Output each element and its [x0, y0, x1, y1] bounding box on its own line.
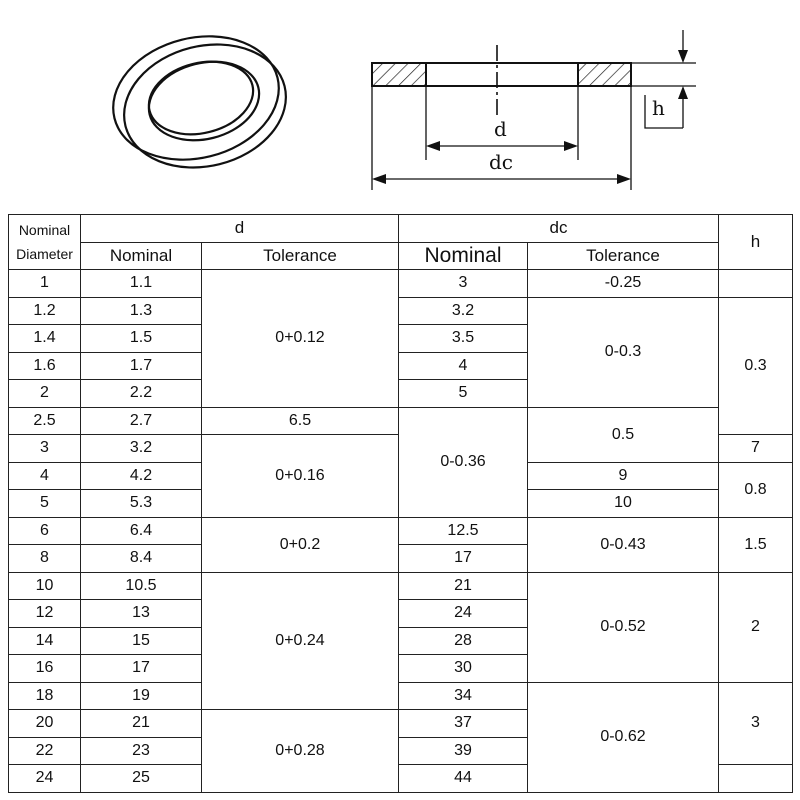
cell-nominal-diameter: 3: [9, 435, 81, 463]
cell-dc-nominal: 24: [399, 600, 528, 628]
cell-nominal-diameter: 8: [9, 545, 81, 573]
cell-h: 2: [719, 572, 793, 682]
cell-d-nominal: 17: [81, 655, 202, 683]
cell-h: 0.5: [528, 407, 719, 462]
cell-d-nominal: 5.3: [81, 490, 202, 518]
header-nominal-line1: Nominal: [18, 222, 71, 238]
table-row: [9, 297, 793, 325]
cell-dc-tolerance: 0-0.62: [528, 682, 719, 792]
cell-dc-nominal: 28: [399, 627, 528, 655]
cell-dc-nominal: 3.5: [399, 325, 528, 353]
cell-d-tolerance: 0+0.12: [202, 270, 399, 408]
cell-dc-nominal: 3.2: [399, 297, 528, 325]
cell-nominal-diameter: 1.4: [9, 325, 81, 353]
label-h: h: [652, 96, 665, 120]
cell-nominal-diameter: 1.2: [9, 297, 81, 325]
cell-dc-nominal: 4: [399, 352, 528, 380]
cell-dc-nominal: 3: [399, 270, 528, 298]
cell-nominal-diameter: 18: [9, 682, 81, 710]
cell-nominal-diameter: 10: [9, 572, 81, 600]
header-dc-nominal: Nominal: [399, 242, 528, 270]
header-nominal-line2: Diameter: [16, 246, 73, 262]
cell-d-nominal: 21: [81, 710, 202, 738]
cell-dc-tolerance: 0-0.52: [528, 572, 719, 682]
cell-dc-nominal: 7: [719, 435, 793, 463]
header-group-dc: dc: [399, 215, 719, 243]
cell-d-tolerance: 0+0.2: [202, 517, 399, 572]
cell-dc-nominal: 30: [399, 655, 528, 683]
cell-dc-nominal: 17: [399, 545, 528, 573]
cell-d-nominal: 3.2: [81, 435, 202, 463]
cell-nominal-diameter: 2.5: [9, 407, 81, 435]
cell-dc-nominal: 9: [528, 462, 719, 490]
table-row: [9, 682, 793, 710]
cell-d-tolerance: 0+0.28: [202, 710, 399, 793]
cell-d-tolerance: 0+0.16: [202, 435, 399, 518]
table-row: [9, 572, 793, 600]
cell-h: 0.3: [719, 297, 793, 435]
cell-d-nominal: 19: [81, 682, 202, 710]
header-nominal-diameter: [9, 215, 81, 270]
cell-d-nominal: 8.4: [81, 545, 202, 573]
cell-dc-nominal: 39: [399, 737, 528, 765]
header-group-d: d: [81, 215, 399, 243]
cell-d-nominal: 1.7: [81, 352, 202, 380]
cell-nominal-diameter: 16: [9, 655, 81, 683]
cell-h: 3: [719, 682, 793, 765]
header-dc-tolerance: Tolerance: [528, 242, 719, 270]
cell-dc-nominal: 12.5: [399, 517, 528, 545]
table-row: [9, 270, 793, 298]
cell-dc-nominal: 5: [399, 380, 528, 408]
cell-dc-nominal: 37: [399, 710, 528, 738]
cell-d-nominal: 4.2: [81, 462, 202, 490]
cell-nominal-diameter: 12: [9, 600, 81, 628]
cell-d-nominal: 23: [81, 737, 202, 765]
header-d-tolerance: Tolerance: [202, 242, 399, 270]
cell-dc-tolerance: 0-0.43: [528, 517, 719, 572]
cell-dc-nominal: 44: [399, 765, 528, 793]
cell-dc-tolerance: 0-0.36: [399, 407, 528, 517]
header-d-nominal: Nominal: [81, 242, 202, 270]
cell-nominal-diameter: 2: [9, 380, 81, 408]
washer-perspective-view: [100, 19, 299, 184]
header-h: h: [719, 215, 793, 270]
cell-d-nominal: 25: [81, 765, 202, 793]
cell-d-nominal: 1.5: [81, 325, 202, 353]
cell-nominal-diameter: 20: [9, 710, 81, 738]
cell-dc-nominal: 34: [399, 682, 528, 710]
cell-d-nominal: 1.3: [81, 297, 202, 325]
cell-d-nominal: 2.2: [81, 380, 202, 408]
washer-drawing: [0, 0, 800, 210]
cell-d-nominal: 10.5: [81, 572, 202, 600]
cell-h: 1.5: [719, 517, 793, 572]
cell-nominal-diameter: 1: [9, 270, 81, 298]
cell-d-nominal: 15: [81, 627, 202, 655]
cell-dc-tolerance: -0.25: [528, 270, 719, 298]
cell-dc-nominal: 6.5: [202, 407, 399, 435]
table-row: [9, 517, 793, 545]
cell-d-nominal: 2.7: [81, 407, 202, 435]
cell-nominal-diameter: 24: [9, 765, 81, 793]
cell-h-empty: [719, 765, 793, 793]
cell-d-nominal: 1.1: [81, 270, 202, 298]
washer-section-view: [372, 30, 696, 190]
label-d: d: [494, 117, 507, 141]
cell-nominal-diameter: 1.6: [9, 352, 81, 380]
cell-nominal-diameter: 6: [9, 517, 81, 545]
cell-d-tolerance: 0+0.24: [202, 572, 399, 710]
cell-dc-nominal: 10: [528, 490, 719, 518]
cell-nominal-diameter: 14: [9, 627, 81, 655]
cell-dc-tolerance: 0-0.3: [528, 297, 719, 407]
cell-nominal-diameter: 5: [9, 490, 81, 518]
label-dc: dc: [489, 150, 514, 174]
cell-nominal-diameter: 4: [9, 462, 81, 490]
cell-nominal-diameter: 22: [9, 737, 81, 765]
cell-d-nominal: 13: [81, 600, 202, 628]
cell-h-empty: [719, 270, 793, 298]
washer-spec-table: [8, 214, 793, 793]
cell-h: 0.8: [719, 462, 793, 517]
table-row: [9, 407, 793, 435]
cell-dc-nominal: 21: [399, 572, 528, 600]
cell-d-nominal: 6.4: [81, 517, 202, 545]
